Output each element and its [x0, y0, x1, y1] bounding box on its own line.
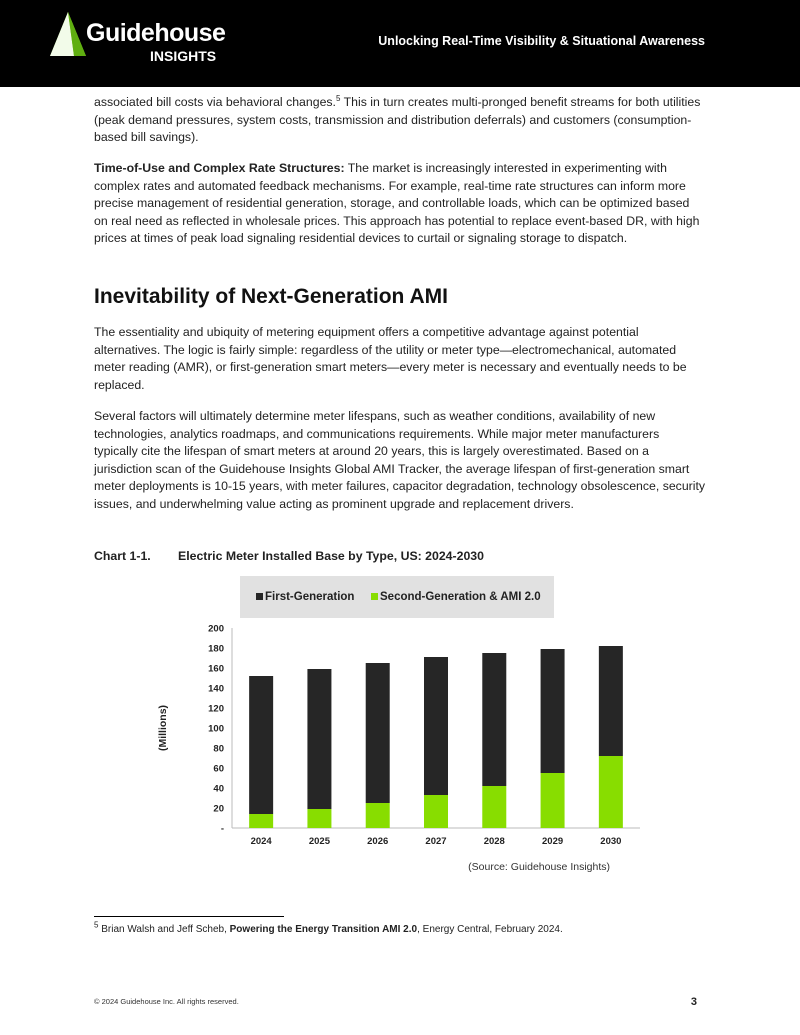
- x-tick-label: 2025: [308, 836, 330, 847]
- y-tick-label: -: [220, 823, 224, 835]
- bar-segment: [482, 653, 506, 786]
- y-tick-label: 20: [213, 803, 224, 815]
- footnote: [94, 920, 563, 935]
- y-tick-label: 40: [213, 783, 224, 795]
- bar-segment: [599, 646, 623, 756]
- logo-sub: INSIGHTS: [150, 48, 217, 64]
- header-title: Unlocking Real-Time Visibility & Situational Awareness: [378, 34, 705, 48]
- paragraph-text: This in turn creates multi-pronged benefit streams for both utilities (peak demand pressures, system costs, transmission and distribution deferrals) and customers (consumption-based bill savings).: [94, 95, 701, 145]
- legend-label: Second-Generation & AMI 2.0: [380, 591, 541, 603]
- footnote-divider: [94, 916, 284, 917]
- logo-triangle-icon: [50, 12, 90, 60]
- x-tick-label: 2028: [483, 836, 505, 847]
- logo-name: Guidehouse: [86, 19, 226, 47]
- legend-swatch: [256, 593, 263, 600]
- guidehouse-logo: [50, 12, 230, 72]
- paragraph-lifespans: Several factors will ultimately determine meter lifespans, such as weather conditions, availability of new technologies, analytics roadmaps, and communications requirements. While major meter manufacturers typically cite the lifespan of smart meters at around 20 years, this is largely overestimated. Based on a jurisdiction scan of the Guidehouse Insights Global AMI Tracker, the average lifespan of first-generation smart meter deployments is 10-15 years, with meter failures, capacitor degradation, technology obsolescence, security issues, and underwhelming value acting as prominent upgrade and replacement drivers.: [94, 409, 706, 511]
- bar-segment: [424, 657, 448, 795]
- bar-segment: [599, 756, 623, 828]
- y-tick-label: 160: [208, 663, 224, 675]
- bar-segment: [541, 649, 565, 773]
- chart-number: Chart 1-1.: [94, 549, 151, 563]
- y-tick-label: 180: [208, 643, 224, 655]
- bar-segment: [307, 669, 331, 809]
- bar-segment: [249, 814, 273, 828]
- x-tick-label: 2026: [367, 836, 389, 847]
- y-tick-label: 100: [208, 723, 224, 735]
- legend-swatch: [371, 593, 378, 600]
- footnote-ref[interactable]: 5: [335, 93, 341, 103]
- x-tick-label: 2029: [542, 836, 564, 847]
- paragraph-text: The market is increasingly interested in experimenting with complex rates and automated feedback mechanisms. For example, real-time rate structures can inform more precise management of residential generation, storage, and controllable loads, which can be optimized based on real need as reflected in wholesale prices. This approach has potential to replace event-based DR, with high prices at times of peak load signaling residential devices to curtail or signaling storage to dispatch.: [94, 161, 700, 246]
- section-heading: Inevitability of Next-Generation AMI: [94, 285, 448, 308]
- bar-segment: [307, 809, 331, 828]
- x-tick-label: 2024: [250, 836, 272, 847]
- y-tick-label: 60: [213, 763, 224, 775]
- footnote-mark: 5: [94, 920, 99, 930]
- x-tick-label: 2030: [600, 836, 622, 847]
- footnote-source-title: Powering the Energy Transition AMI 2.0: [229, 924, 418, 935]
- paragraph-text: associated bill costs via behavioral changes.: [94, 95, 336, 109]
- bar-chart: [157, 574, 640, 854]
- chart-title: Electric Meter Installed Base by Type, US: 2024-2030: [178, 549, 484, 563]
- bar-segment: [366, 663, 390, 803]
- copyright: © 2024 Guidehouse Inc. All rights reserved.: [94, 997, 239, 1006]
- paragraph-benefits: [94, 94, 706, 147]
- bar-segment: [424, 795, 448, 828]
- paragraph-time-of-use: [94, 160, 706, 248]
- y-tick-label: 120: [208, 703, 224, 715]
- bar-segment: [366, 803, 390, 828]
- paragraph-lead: Time-of-Use and Complex Rate Structures:: [94, 161, 345, 175]
- footnote-tail: , Energy Central, February 2024.: [417, 924, 563, 935]
- x-tick-label: 2027: [425, 836, 447, 847]
- y-tick-label: 140: [208, 683, 224, 695]
- bar-segment: [249, 676, 273, 814]
- bar-segment: [541, 773, 565, 828]
- chart-container: [157, 574, 640, 854]
- bar-segment: [482, 786, 506, 828]
- y-tick-label: 80: [213, 743, 224, 755]
- chart-source: (Source: Guidehouse Insights): [468, 861, 610, 873]
- page-header: [0, 0, 800, 87]
- paragraph-essentiality: The essentiality and ubiquity of metering equipment offers a competitive advantage against potential alternatives. The logic is fairly simple: regardless of the utility or meter type—electromechanical, automated meter reading (AMR), or first-generation smart meters—every meter is necessary and eventually needs to be replaced.: [94, 325, 687, 392]
- footnote-text: Brian Walsh and Jeff Scheb,: [98, 924, 230, 935]
- page-number: 3: [690, 996, 697, 1008]
- legend-label: First-Generation: [265, 591, 355, 603]
- y-tick-label: 200: [208, 623, 224, 635]
- y-axis-title: (Millions): [157, 704, 169, 752]
